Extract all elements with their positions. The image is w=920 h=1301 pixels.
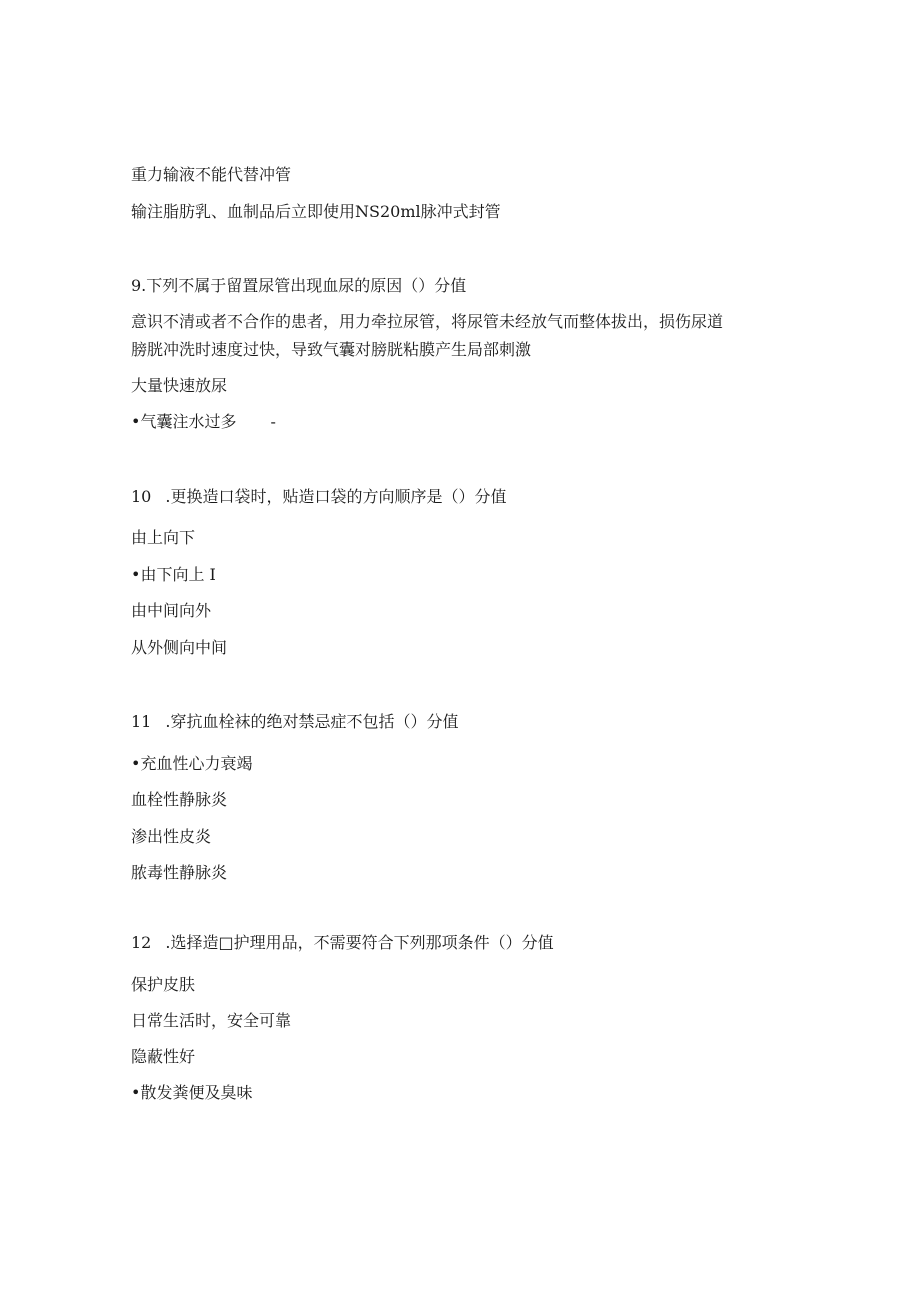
- question-9-option-a: 意识不清或者不合作的患者，用力牵拉尿管，将尿管未经放气而整体拔出，损伤尿道: [131, 312, 724, 331]
- question-10-option-d: 从外侧向中间: [131, 638, 228, 657]
- question-11-stem-text: .穿抗血栓袜的绝对禁忌症不包括（）分值: [165, 712, 459, 731]
- question-12-option-d: •散发粪便及臭味: [131, 1083, 253, 1102]
- question-12-stem: [131, 932, 554, 954]
- question-9-option-b: 膀胱冲洗时速度过快，导致气囊对膀胱粘膜产生局部刺激: [131, 340, 532, 359]
- question-12-option-c: 隐蔽性好: [131, 1047, 196, 1066]
- question-11-option-b: 血栓性静脉炎: [131, 790, 228, 809]
- question-12-option-a: 保护皮肤: [131, 975, 196, 994]
- question-12-number: 12: [131, 933, 152, 952]
- question-10-number: 10: [131, 487, 152, 506]
- question-12-stem-text: .选择造□护理用品，不需要符合下列那项条件（）分值: [165, 933, 554, 952]
- question-11-option-a: •充血性心力衰竭: [131, 754, 253, 773]
- question-10-option-a: 由上向下: [131, 528, 196, 547]
- question-9-option-c: 大量快速放尿: [131, 376, 228, 395]
- question-11-stem: [131, 711, 458, 733]
- question-9-option-d-mark: -: [270, 412, 276, 431]
- question-10-stem: [131, 486, 506, 508]
- question-10-option-b: •由下向上 I: [131, 565, 216, 584]
- question-10-stem-text: .更换造口袋时，贴造口袋的方向顺序是（）分值: [165, 487, 507, 506]
- question-11-option-c: 渗出性皮炎: [131, 827, 212, 846]
- question-9-option-d-text: •气囊注水过多: [131, 412, 237, 431]
- question-10-option-c: 由中间向外: [131, 601, 212, 620]
- question-11-number: 11: [131, 712, 152, 731]
- question-12-option-b: 日常生活时，安全可靠: [131, 1011, 292, 1030]
- question-11-option-d: 脓毒性静脉炎: [131, 863, 228, 882]
- option-text: 输注脂肪乳、血制品后立即使用NS20ml脉冲式封管: [131, 202, 501, 221]
- question-9-option-d: [131, 411, 276, 433]
- question-9-stem: 9.下列不属于留置尿管出现血尿的原因（）分值: [131, 276, 467, 295]
- option-text: 重力输液不能代替冲管: [131, 165, 292, 184]
